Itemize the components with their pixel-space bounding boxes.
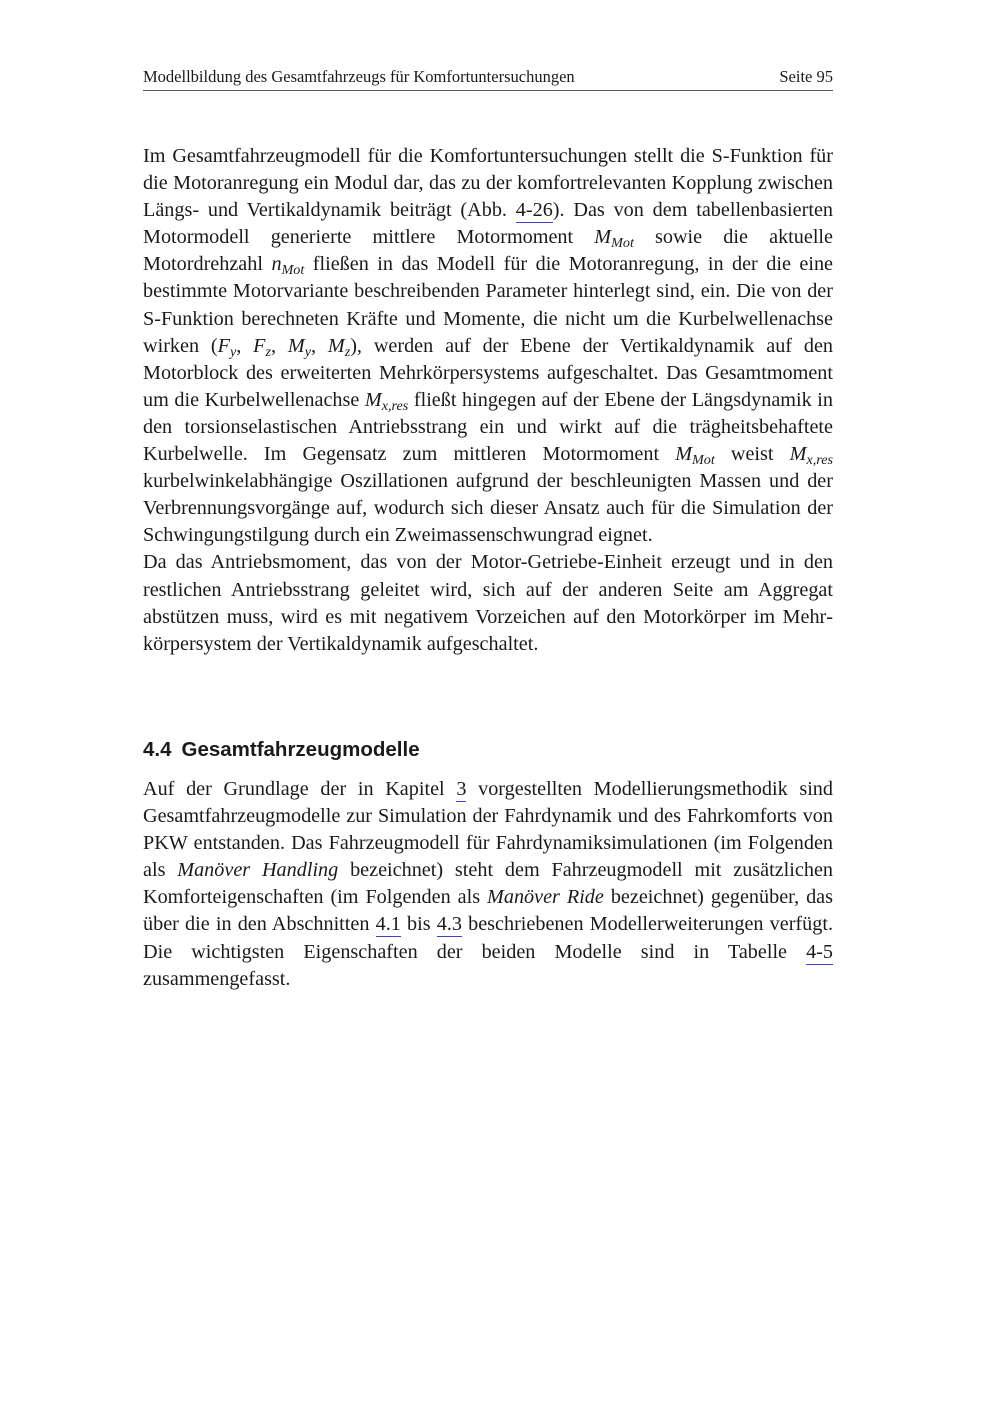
symbol-m-y: $M_y$ [287,334,311,360]
header-title: Modellbildung des Gesamtfahrzeugs für Komfortuntersuchungen [143,67,575,86]
page-number: Seite 95 [779,67,833,86]
section-ref-link[interactable]: 4.1 [375,913,401,936]
section-title: Gesamtfahrzeugmodelle [181,738,420,761]
section-number: 4.4 [143,738,172,761]
paragraph-motoranregung: Im Gesamtfahrzeugmodell für die Komfortuntersuchungen stellt die S-Funktion für die Motoranregung ein Modul dar, das zu der komfortrelevanten Kopplung zwischen Längs- und Vertikaldynamik beiträgt (Abb. 4-26). Das von dem tabellenbasierten Motormodell generierte mittlere Motormoment $M_{Mot}$ sowie die aktuelle Motordrehzahl $n_{Mot}$ fließen in das Modell für die Motoranregung, in der die eine bestimmte Motorvariante beschreibenden Parameter hinterlegt sind, ein. Die von der S-Funktion berechneten Kräfte und Momente, die nicht um die Kurbelwellenachse wirken ($F_y$, $F_z$, $M_y$, $M_z$), werden auf der Ebene der Vertikaldynamik auf den Motorblock des erweiterten Mehrkörpersystems aufgeschaltet. Das Gesamtmoment um die Kurbelwellenachse $M_{x,res}$ fließt hingegen auf der Ebene der Längsdynamik in den torsionselastischen Antriebsstrang ein und wirkt auf die trägheitsbehaftete Kurbelwelle. Im Gegensatz zum mittleren Motormoment $M_{Mot}$ weist $M_{x,res}$ kurbelwinkelabhängige Oszillationen aufgrund der beschleunigten Massen und der Verbrennungsvorgänge auf, wodurch sich dieser Ansatz auch für die Simulation der Schwingungstilgung durch ein Zweimassenschwungrad eignet. [143,145,834,547]
symbol-n-mot: $n_{Mot}$ [271,253,305,279]
running-header [143,66,833,91]
paragraph-antriebsmoment: Da das Antriebsmoment, das von der Motor-Getriebe-Einheit erzeugt und in den restlichen Antriebsstrang geleitet wird, sich auf der anderen Seite am Aggregat abstützen muss, wird es mit negativem Vorzeichen auf den Motorkörper im Mehrkörpersystem der Vertikaldynamik aufgeschaltet. [143,551,833,655]
symbol-m-z: $M_z$ [327,334,351,360]
chapter-ref-link[interactable]: 3 [456,778,467,800]
term-manoever-handling: Manöver Handling [177,859,339,882]
symbol-m-mot: $M_{Mot}$ [594,226,634,252]
body-section-1 [143,143,833,658]
paragraph-gesamtfahrzeugmodelle: Auf der Grundlage der in Kapitel 3 vorgestellten Modellierungsmethodik sind Gesamtfahrzeugmodelle zur Simulation der Fahrdynamik und des Fahrkomforts von PKW entstanden. Das Fahrzeugmodell für Fahrdynamiksimulationen (im Folgenden als Manöver Handling bezeichnet) steht dem Fahrzeugmodell mit zusätzlichen Komforteigenschaften (im Folgenden als Manöver Ride bezeichnet) gegenüber, das über die in den Abschnitten 4.1 bis 4.3 beschriebenen Modellerweiterungen verfügt. Die wichtigsten Eigenschaften der beiden Modelle sind in Tabelle 4-5 zusammengefasst. [143,778,834,990]
section-ref-link[interactable]: 4.3 [436,913,462,936]
symbol-m-x-res: $M_{x,res}$ [364,388,409,414]
section-heading [143,736,833,764]
symbol-m-x-res: $M_{x,res}$ [789,443,833,468]
term-manoever-ride: Manöver Ride [487,886,604,909]
table-ref-link[interactable]: 4-5 [806,940,833,963]
symbol-m-mot: $M_{Mot}$ [675,443,715,468]
symbol-f-z: $F_z$ [253,334,271,360]
body-section-2 [143,776,833,993]
figure-ref-link[interactable]: 4-26 [515,199,553,222]
symbol-f-y: $F_y$ [217,334,237,360]
